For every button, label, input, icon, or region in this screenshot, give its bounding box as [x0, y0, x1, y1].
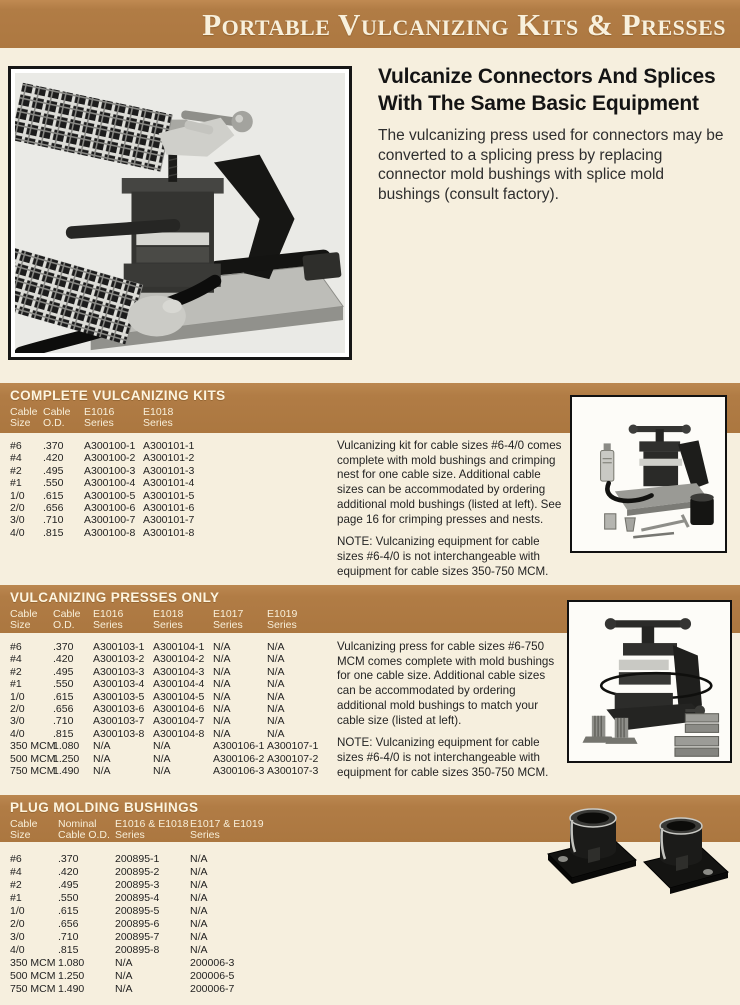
table-cell: 350 MCM	[10, 957, 56, 969]
table-cell: A300104-2	[153, 653, 205, 666]
table-cell: 1.250	[53, 752, 80, 765]
table-cell: A300103-2	[93, 653, 145, 666]
table-cell: A300100-2	[84, 452, 136, 465]
table-cell: .815	[53, 727, 74, 740]
table-cell: .550	[43, 477, 64, 490]
table-cell: 200006-7	[190, 983, 235, 995]
table-cell: 1/0	[10, 690, 25, 703]
table-cell: A300106-1	[213, 740, 265, 753]
table-row	[10, 753, 340, 765]
table-row	[10, 703, 340, 715]
column-header: E1018 Series	[153, 608, 184, 631]
table-row	[10, 728, 340, 740]
table-cell: .615	[58, 905, 79, 917]
table-cell: .656	[58, 918, 79, 930]
table-row	[10, 440, 340, 452]
table-row	[10, 931, 340, 944]
column-header: Cable O.D.	[43, 406, 71, 429]
table-cell: 200895-3	[115, 879, 160, 891]
table-cell: #6	[10, 440, 22, 452]
table-cell: A300104-7	[153, 715, 205, 728]
table-cell: N/A	[115, 957, 133, 969]
table-cell: 1.080	[58, 957, 85, 969]
table-cell: .420	[58, 866, 79, 878]
table-row	[10, 918, 340, 931]
column-header: E1019 Series	[267, 608, 298, 631]
table-cell: N/A	[190, 892, 208, 904]
table-cell: 3/0	[10, 715, 25, 728]
table-cell: 200895-6	[115, 918, 160, 930]
table-cell: .615	[43, 489, 64, 502]
table-cell: #4	[10, 866, 22, 878]
table-cell: A300101-6	[143, 501, 195, 514]
table-cell: 750 MCM	[10, 983, 56, 995]
table-cell: .370	[43, 440, 64, 452]
table-row	[10, 465, 340, 477]
table-cell: .815	[43, 526, 64, 539]
table-cell: A300103-8	[93, 727, 145, 740]
table-cell: A300101-5	[143, 489, 195, 502]
table-cell: N/A	[190, 905, 208, 917]
table-cell: 200895-4	[115, 892, 160, 904]
page-title: Portable Vulcanizing Kits & Presses	[202, 7, 726, 42]
table-cell: #4	[10, 653, 22, 666]
table-cell: A300100-3	[84, 464, 136, 477]
table-row	[10, 853, 340, 866]
table-cell: A300104-1	[153, 641, 205, 653]
table-cell: N/A	[213, 665, 231, 678]
section-title: PLUG MOLDING BUSHINGS	[10, 800, 199, 815]
table-cell: A300101-8	[143, 526, 195, 539]
table-cell: .370	[53, 641, 74, 653]
table-cell: 2/0	[10, 501, 25, 514]
table-cell: A300104-4	[153, 678, 205, 691]
table-cell: .710	[43, 514, 64, 527]
table-row	[10, 502, 340, 514]
table-cell: A300101-7	[143, 514, 195, 527]
table-cell: #6	[10, 853, 22, 865]
table-cell: .710	[58, 931, 79, 943]
table-row	[10, 477, 340, 489]
press-in-use-illustration	[15, 73, 345, 353]
table-row	[10, 892, 340, 905]
press-in-use-photo	[8, 66, 352, 360]
table-cell: N/A	[267, 727, 285, 740]
presses-table	[10, 641, 340, 777]
table-cell: .495	[43, 464, 64, 477]
column-header: Cable Size	[10, 818, 38, 841]
table-cell: A300100-5	[84, 489, 136, 502]
table-cell: #1	[10, 892, 22, 904]
table-cell: N/A	[153, 752, 171, 765]
table-cell: N/A	[213, 715, 231, 728]
table-cell: A300101-1	[143, 440, 195, 452]
table-cell: N/A	[190, 879, 208, 891]
table-cell: 3/0	[10, 931, 25, 943]
table-cell: A300100-1	[84, 440, 136, 452]
table-cell: .815	[58, 944, 79, 956]
table-cell: N/A	[190, 866, 208, 878]
table-cell: #2	[10, 879, 22, 891]
table-cell: 350 MCM	[10, 740, 56, 753]
table-cell: .710	[53, 715, 74, 728]
bushings-photo	[546, 798, 738, 906]
kits-table	[10, 440, 340, 539]
table-row	[10, 641, 340, 653]
intro-block	[378, 64, 726, 204]
column-header: Cable Size	[10, 608, 38, 631]
table-cell: A300101-3	[143, 464, 195, 477]
table-cell: A300103-7	[93, 715, 145, 728]
table-cell: 1.080	[53, 740, 80, 753]
section-title: VULCANIZING PRESSES ONLY	[10, 590, 220, 605]
table-cell: N/A	[213, 641, 231, 653]
table-row	[10, 970, 340, 983]
table-cell: A300103-6	[93, 702, 145, 715]
column-header: Nominal Cable O.D.	[58, 818, 110, 841]
presses-description-text: Vulcanizing press for cable sizes #6-750 MCM comes complete with mold bushings for one cable size. Additional cable sizes can be accommodated by ordering additional mold bushings to match your cable size (listed at left).	[337, 640, 555, 727]
table-cell: A300100-4	[84, 477, 136, 490]
table-cell: 4/0	[10, 727, 25, 740]
table-cell: .495	[58, 879, 79, 891]
table-cell: N/A	[267, 678, 285, 691]
intro-heading-line1: Vulcanize Connectors And Splices	[378, 65, 716, 88]
table-cell: 2/0	[10, 702, 25, 715]
kits-description	[337, 439, 565, 579]
table-cell: .656	[43, 501, 64, 514]
bushings-illustration	[546, 798, 738, 906]
intro-heading-line2: With The Same Basic Equipment	[378, 91, 699, 115]
table-cell: 2/0	[10, 918, 25, 930]
table-row	[10, 452, 340, 464]
table-cell: .370	[58, 853, 79, 865]
table-cell: N/A	[115, 983, 133, 995]
column-header: E1016 Series	[93, 608, 124, 631]
table-row	[10, 715, 340, 727]
table-cell: A300107-3	[267, 764, 319, 777]
table-row	[10, 740, 340, 752]
table-row	[10, 653, 340, 665]
page-banner	[0, 0, 740, 48]
table-cell: 200006-3	[190, 957, 235, 969]
table-cell: A300104-6	[153, 702, 205, 715]
table-cell: 200006-5	[190, 970, 235, 982]
table-cell: A300101-4	[143, 477, 195, 490]
table-cell: N/A	[153, 740, 171, 753]
table-cell: A300103-4	[93, 678, 145, 691]
table-cell: .495	[53, 665, 74, 678]
table-cell: N/A	[190, 918, 208, 930]
presses-description	[337, 640, 565, 780]
table-row	[10, 905, 340, 918]
table-row	[10, 944, 340, 957]
table-cell: N/A	[190, 931, 208, 943]
table-cell: 750 MCM	[10, 764, 56, 777]
table-cell: 200895-1	[115, 853, 160, 865]
column-header: E1018 Series	[143, 406, 174, 429]
table-cell: 4/0	[10, 944, 25, 956]
table-cell: N/A	[267, 653, 285, 666]
table-cell: N/A	[190, 853, 208, 865]
table-cell: A300107-1	[267, 740, 319, 753]
table-cell: #6	[10, 641, 22, 653]
table-cell: A300107-2	[267, 752, 319, 765]
press-illustration	[569, 602, 730, 761]
table-row	[10, 983, 340, 996]
table-row	[10, 514, 340, 526]
table-cell: N/A	[213, 702, 231, 715]
table-cell: A300104-5	[153, 690, 205, 703]
table-row	[10, 765, 340, 777]
presses-note: NOTE: Vulcanizing equipment for cable sizes #6-4/0 is not interchangeable with equipment for cable sizes 350-750 MCM.	[337, 736, 549, 779]
table-cell: A300104-3	[153, 665, 205, 678]
table-cell: 3/0	[10, 514, 25, 527]
press-photo	[567, 600, 732, 763]
table-row	[10, 957, 340, 970]
table-cell: 500 MCM	[10, 752, 56, 765]
column-header: Cable O.D.	[53, 608, 81, 631]
table-cell: N/A	[115, 970, 133, 982]
table-cell: N/A	[93, 752, 111, 765]
column-header: Cable Size	[10, 406, 38, 429]
kit-illustration	[572, 397, 725, 551]
table-cell: A300106-3	[213, 764, 265, 777]
table-cell: 4/0	[10, 526, 25, 539]
table-cell: 1.490	[58, 983, 85, 995]
table-row	[10, 879, 340, 892]
intro-body: The vulcanizing press used for connectors may be converted to a splicing press by replacing connector mold bushings with splice mold bushings (consult factory).	[378, 127, 724, 203]
table-cell: 1/0	[10, 905, 25, 917]
table-row	[10, 527, 340, 539]
table-cell: N/A	[213, 690, 231, 703]
table-cell: .420	[43, 452, 64, 465]
table-cell: 1.250	[58, 970, 85, 982]
kits-note: NOTE: Vulcanizing equipment for cable sizes #6-4/0 is not interchangeable with equipment for cable sizes 350-750 MCM.	[337, 535, 549, 578]
table-cell: N/A	[267, 665, 285, 678]
table-cell: #2	[10, 464, 22, 477]
kit-photo	[570, 395, 727, 553]
kits-description-text: Vulcanizing kit for cable sizes #6-4/0 comes complete with mold bushings and crimping nest for one cable size. Additional cable sizes can be accommodated by ordering additional mold bushings (listed at left). See page 16 for crimping presses and nests.	[337, 439, 562, 526]
table-cell: 200895-2	[115, 866, 160, 878]
table-cell: .550	[53, 678, 74, 691]
table-row	[10, 691, 340, 703]
table-cell: A300103-1	[93, 641, 145, 653]
table-row	[10, 666, 340, 678]
table-cell: A300103-5	[93, 690, 145, 703]
table-cell: N/A	[213, 653, 231, 666]
table-cell: N/A	[267, 715, 285, 728]
table-cell: A300106-2	[213, 752, 265, 765]
table-row	[10, 678, 340, 690]
table-cell: N/A	[267, 702, 285, 715]
table-cell: 200895-5	[115, 905, 160, 917]
table-cell: N/A	[267, 641, 285, 653]
table-cell: #4	[10, 452, 22, 465]
table-row	[10, 866, 340, 879]
table-cell: .656	[53, 702, 74, 715]
table-cell: #2	[10, 665, 22, 678]
table-cell: 500 MCM	[10, 970, 56, 982]
table-cell: A300100-8	[84, 526, 136, 539]
table-cell: N/A	[267, 690, 285, 703]
table-cell: N/A	[93, 764, 111, 777]
table-cell: 1.490	[53, 764, 80, 777]
table-cell: N/A	[190, 944, 208, 956]
table-cell: N/A	[93, 740, 111, 753]
table-cell: #1	[10, 477, 22, 490]
table-cell: .615	[53, 690, 74, 703]
table-cell: 1/0	[10, 489, 25, 502]
table-cell: A300101-2	[143, 452, 195, 465]
table-cell: N/A	[213, 678, 231, 691]
table-cell: 200895-7	[115, 931, 160, 943]
column-header: E1017 Series	[213, 608, 244, 631]
table-cell: N/A	[153, 764, 171, 777]
table-cell: A300100-7	[84, 514, 136, 527]
table-cell: 200895-8	[115, 944, 160, 956]
table-cell: #1	[10, 678, 22, 691]
table-cell: .420	[53, 653, 74, 666]
table-cell: A300100-6	[84, 501, 136, 514]
column-header: E1017 & E1019 Series	[190, 818, 264, 841]
intro-heading	[378, 64, 726, 117]
table-cell: A300104-8	[153, 727, 205, 740]
column-header: E1016 Series	[84, 406, 115, 429]
table-row	[10, 490, 340, 502]
column-header: E1016 & E1018 Series	[115, 818, 189, 841]
bushings-table	[10, 853, 340, 996]
table-cell: N/A	[213, 727, 231, 740]
table-cell: A300103-3	[93, 665, 145, 678]
table-cell: .550	[58, 892, 79, 904]
section-title: COMPLETE VULCANIZING KITS	[10, 388, 226, 403]
